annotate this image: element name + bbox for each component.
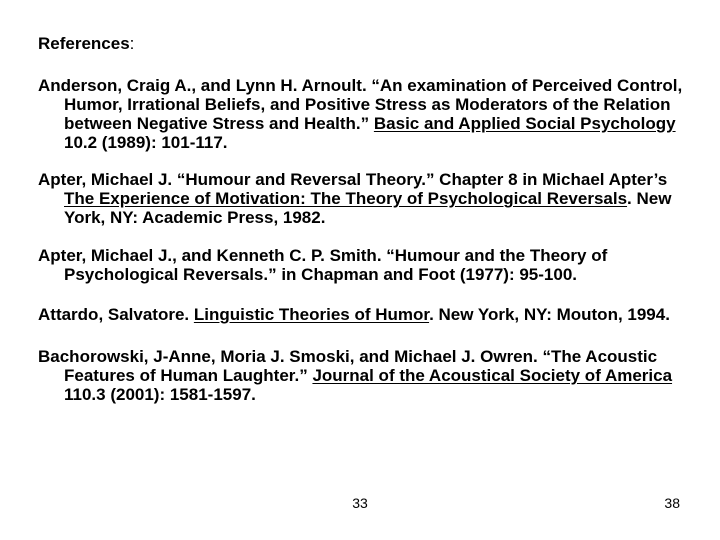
reference-text: . New York, NY: Mouton, 1994. [429,305,670,324]
references-heading [38,33,134,55]
reference-text: Bachorowski, J-Anne, Moria J. Smoski, and Michael J. Owren. “The Acoustic Features of Human Laughter.” [38,347,658,385]
references-list [38,76,688,425]
footer-page-number: 38 [664,495,680,511]
reference-entry-anderson [38,76,688,152]
reference-text: 10.2 (1989): 101-117. [64,133,228,152]
reference-text: Apter, Michael J., and Kenneth C. P. Smith. “Humour and the Theory of Psychological Reversals.” in Chapman and Foot (1977): 95-100. [38,246,608,284]
reference-text: 110.3 (2001): 1581-1597. [64,385,256,404]
reference-text: Apter, Michael J. “Humour and Reversal Theory.” Chapter 8 in Michael Apter’s [38,170,668,189]
reference-source-title: The Experience of Motivation: The Theory of Psychological Reversals [64,189,628,208]
reference-source-title: Linguistic Theories of Humor [193,305,430,324]
reference-entry-apter-smith [38,246,688,284]
references-heading-colon: : [129,34,135,53]
reference-source-title: Journal of the Acoustical Society of America [312,366,673,385]
footer-slide-number: 33 [352,495,368,511]
references-heading-label: References [38,34,130,53]
reference-text: Attardo, Salvatore. [38,305,194,324]
reference-entry-bachorowski [38,347,688,404]
reference-entry-attardo [38,305,688,324]
reference-text: Anderson, Craig A., and Lynn H. Arnoult. “An examination of Perceived Control, Humor, Irrational Beliefs, and Positive Stress as Moderators of the Relation between Negative Stress and Health.” [38,76,683,133]
reference-source-title: Basic and Applied Social Psychology [373,114,676,133]
reference-entry-apter-1982 [38,170,688,227]
reference-text: . New York, NY: Academic Press, 1982. [64,189,672,227]
